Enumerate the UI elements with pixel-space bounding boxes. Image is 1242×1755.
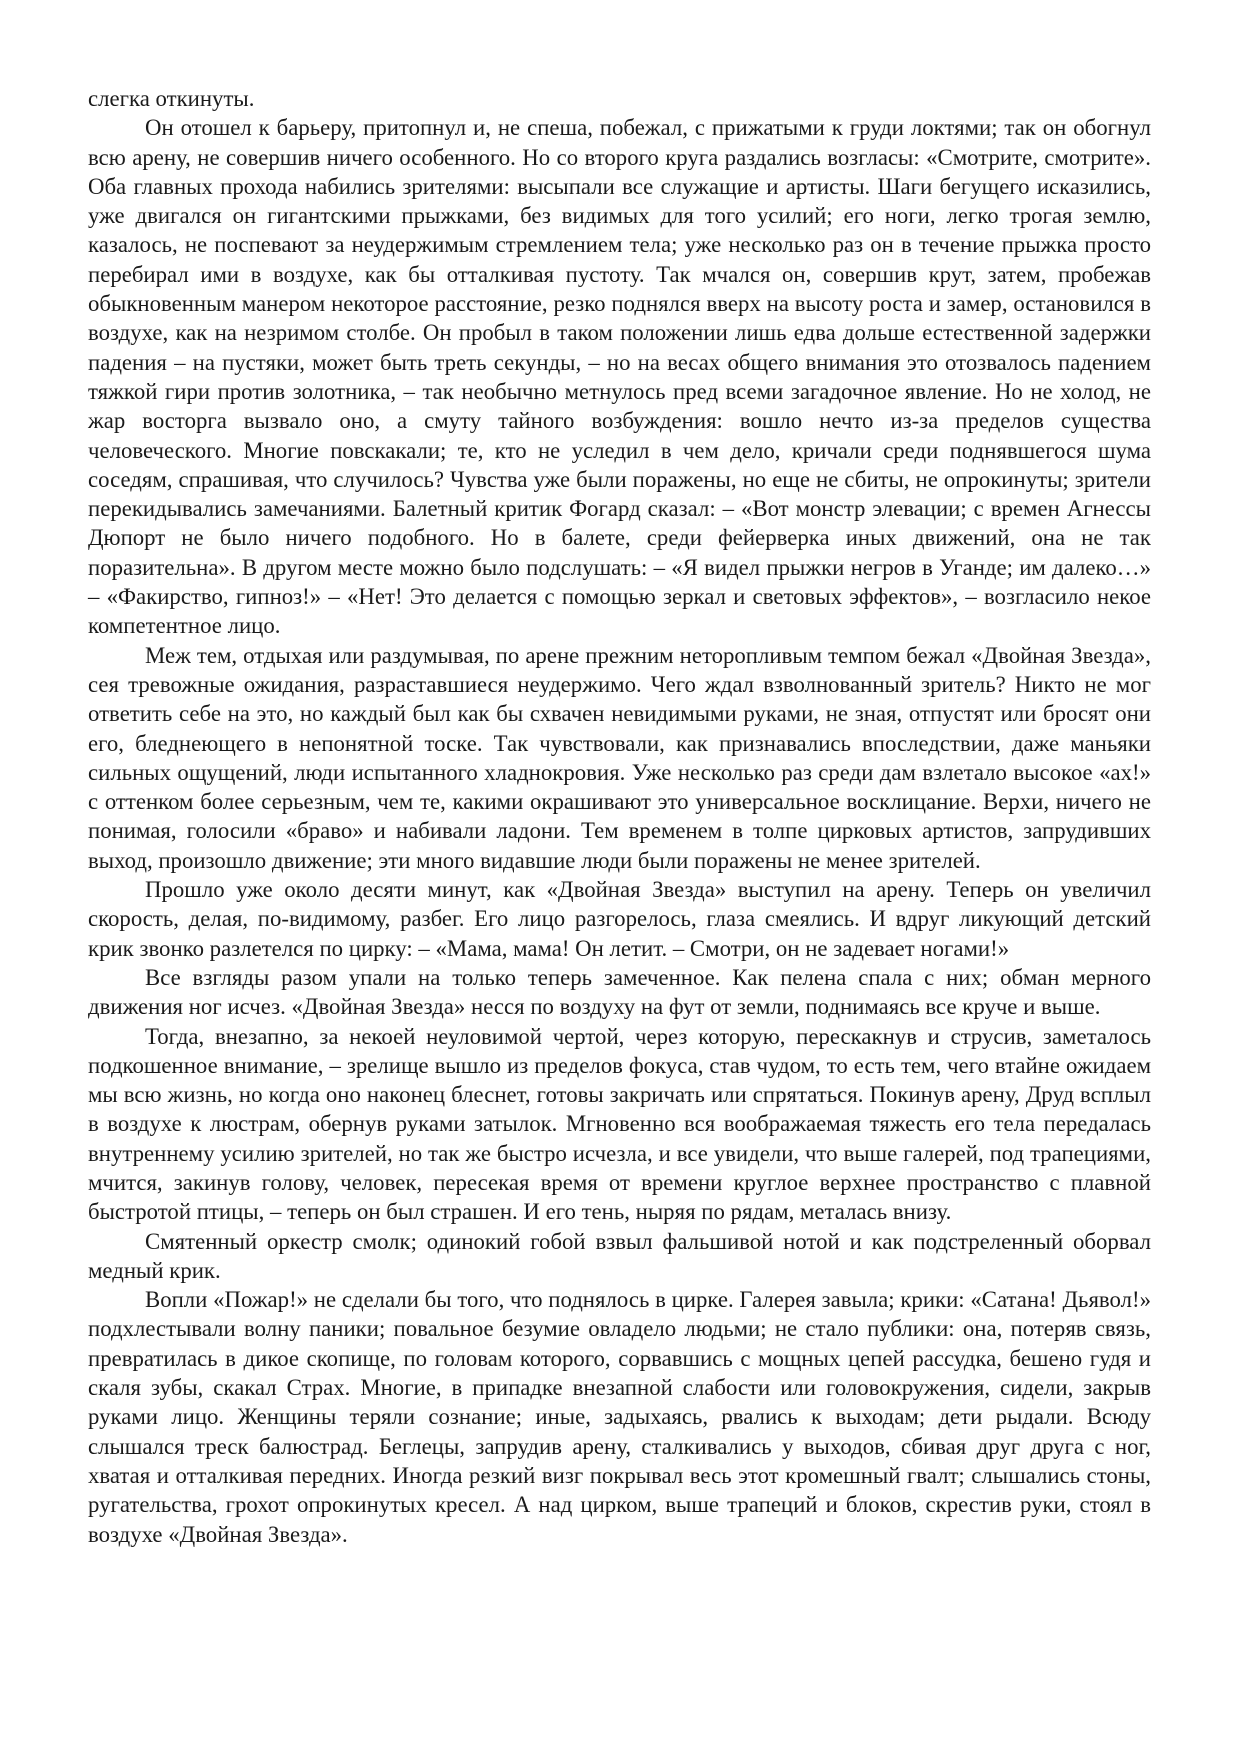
paragraph: Все взгляды разом упали на только теперь замеченное. Как пелена спала с них; обман мерного движения ног исчез. «Двойная Звезда» несся по воздуху на фут от земли, поднимаясь все круче и выше. bbox=[88, 964, 1151, 1020]
paragraph: Меж тем, отдыхая или раздумывая, по арене прежним неторопливым темпом бежал «Двойная Звезда», сея тревожные ожидания, разраставшиеся неудержимо. Чего ждал взволнованный зритель? Никто не мог ответить себе на это, но каждый был как бы схвачен невидимыми руками, не зная, отпустят или бросят они его, бледнеющего в непонятной тоске. Так чувствовали, как признавались впоследствии, даже маньяки сильных ощущений, люди испытанного хладнокровия. Уже несколько раз среди дам взлетало высокое «ах!» с оттенком более серьезным, чем те, какими окрашивают это универсальное восклицание. Верхи, ничего не понимая, голосили «браво» и набивали ладони. Тем временем в толпе цирковых артистов, запрудивших выход, произошло движение; эти много видавшие люди были поражены не менее зрителей. bbox=[88, 642, 1151, 873]
paragraph: Смятенный оркестр смолк; одинокий гобой взвыл фальшивой нотой и как подстреленный оборвал медный крик. bbox=[88, 1228, 1151, 1283]
paragraph: Прошло уже около десяти минут, как «Двойная Звезда» выступил на арену. Теперь он увеличил скорость, делая, по-видимому, разбег. Его лицо разгорелось, глаза смеялись. И вдруг ликующий детский крик звонко разлетелся по цирку: – «Мама, мама! Он летит. – Смотри, он не задевает ногами!» bbox=[88, 877, 1151, 961]
paragraph: Тогда, внезапно, за некоей неуловимой чертой, через которую, перескакнув и струсив, заметалось подкошенное внимание, – зрелище вышло из пределов фокуса, став чудом, то есть тем, чего втайне ожидаем мы всю жизнь, но когда оно наконец блеснет, готовы закричать или спрятаться. Покинув арену, Друд всплыл в воздухе к люстрам, обернув руками затылок. Мгновенно вся воображаемая тяжесть его тела передалась внутреннему усилию зрителей, но так же быстро исчезла, и все увидели, что выше галерей, под трапециями, мчится, закинув голову, человек, пересекая время от времени круглое верхнее пространство с плавной быстротой птицы, – теперь он был страшен. И его тень, ныряя по рядам, металась внизу. bbox=[88, 1023, 1151, 1225]
paragraph: Вопли «Пожар!» не сделали бы того, что поднялось в цирке. Галерея завыла; крики: «Сатана! Дьявол!» подхлестывали волну паники; повальное безумие овладело людьми; не стало публики: она, потеряв связь, превратилась в дикое скопище, по головам которого, сорвавшись с мощных цепей рассудка, бешено гудя и скаля зубы, скакал Страх. Многие, в припадке внезапной слабости или головокружения, сидели, закрыв руками лицо. Женщины теряли сознание; иные, задыхаясь, рвались к выходам; дети рыдали. Всюду слышался треск балюстрад. Беглецы, запрудив арену, сталкивались у выходов, сбивая друг друга с ног, хватая и отталкивая передних. Иногда резкий визг покрывал весь этот кромешный гвалт; слышались стоны, ругательства, грохот опрокинутых кресел. А над цирком, выше трапеций и блоков, скрестив руки, стоял в воздухе «Двойная Звезда». bbox=[88, 1287, 1151, 1547]
paragraph-continuation: слегка откинуты. bbox=[88, 86, 255, 111]
document-page bbox=[88, 84, 1151, 1549]
paragraph: Он отошел к барьеру, притопнул и, не спеша, побежал, с прижатыми к груди локтями; так он обогнул всю арену, не совершив ничего особенного. Но со второго круга раздались возгласы: «Смотрите, смотрите». Оба главных прохода набились зрителями: высыпали все служащие и артисты. Шаги бегущего исказились, уже двигался он гигантскими прыжками, без видимых для того усилий; его ноги, легко трогая землю, казалось, не поспевают за неудержимым стремлением тела; уже несколько раз он в течение прыжка просто перебирал ими в воздухе, как бы отталкивая пустоту. Так мчался он, совершив крут, затем, пробежав обыкновенным манером некоторое расстояние, резко поднялся вверх на высоту роста и замер, остановился в воздухе, как на незримом столбе. Он пробыл в таком положении лишь едва дольше естественной задержки падения – на пустяки, может быть треть секунды, – но на весах общего внимания это отозвалось падением тяжкой гири против золотника, – так необычно метнулось пред всеми загадочное явление. Но не холод, не жар восторга вызвало оно, а смуту тайного возбуждения: вошло нечто из-за пределов существа человеческого. Многие повскакали; те, кто не уследил в чем дело, кричали среди поднявшегося шума соседям, спрашивая, что случилось? Чувства уже были поражены, но еще не сбиты, не опрокинуты; зрители перекидывались замечаниями. Балетный критик Фогард сказал: – «Вот монстр элевации; с времен Агнессы Дюпорт не было ничего подобного. Но в балете, среди фейерверка иных движений, она не так поразительна». В другом месте можно было подслушать: – «Я видел прыжки негров в Уганде; им далеко…» – «Факирство, гипноз!» – «Нет! Это делается с помощью зеркал и световых эффектов», – возгласило некое компетентное лицо. bbox=[88, 115, 1151, 639]
